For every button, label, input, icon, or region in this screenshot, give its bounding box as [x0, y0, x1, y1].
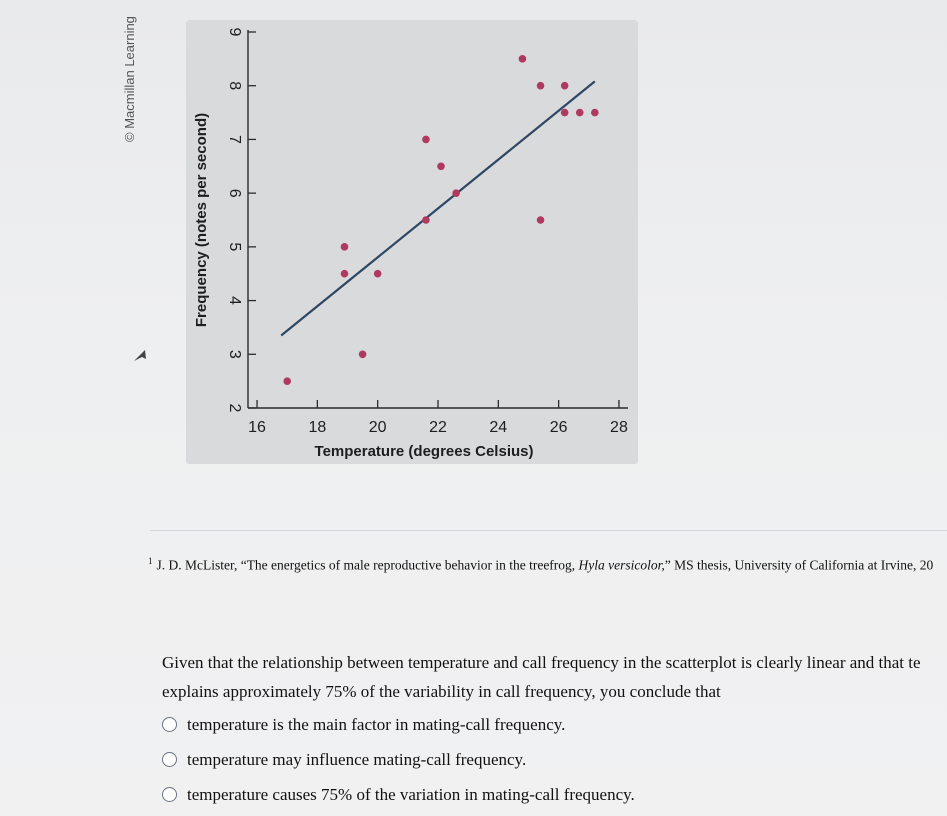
y-tick-label: 2	[226, 403, 243, 413]
option-may-influence[interactable]	[162, 742, 635, 777]
data-point	[283, 377, 291, 385]
y-tick-label: 9	[226, 27, 243, 37]
option-causes-75-percent[interactable]	[162, 777, 635, 812]
option-label: temperature may influence mating-call frequency.	[187, 749, 527, 769]
y-tick-label: 6	[226, 188, 243, 198]
option-main-factor[interactable]	[162, 707, 635, 742]
scatterplot-chart	[186, 20, 638, 464]
footnote-species: Hyla versicolor,	[578, 557, 665, 573]
answer-options	[162, 707, 635, 812]
data-point	[576, 109, 584, 117]
x-tick-label: 16	[248, 419, 266, 436]
data-point	[537, 82, 545, 90]
y-tick-label: 5	[226, 242, 243, 252]
radio-button[interactable]	[162, 752, 177, 767]
plot-background	[186, 20, 638, 464]
data-point	[561, 82, 569, 90]
macmillan-learning-credit: © Macmillan Learning	[122, 16, 137, 142]
question-line-1: Given that the relationship between temperature and call frequency in the scatterplot is clearly linear and that te	[162, 653, 921, 672]
question-line-2: explains approximately 75% of the variability in call frequency, you conclude that	[162, 682, 721, 701]
x-tick-label: 24	[489, 419, 508, 436]
x-tick-label: 22	[429, 419, 447, 436]
option-label: temperature is the main factor in mating-call frequency.	[187, 714, 566, 734]
data-point	[341, 243, 349, 251]
y-tick-label: 8	[226, 81, 243, 91]
data-point	[374, 270, 382, 278]
data-point	[422, 216, 430, 224]
citation-footnote	[148, 556, 933, 574]
option-label: temperature causes 75% of the variation in mating-call frequency.	[187, 784, 635, 804]
x-tick-label: 28	[610, 419, 628, 436]
footnote-text-before: J. D. McLister, “The energetics of male reproductive behavior in the treefrog,	[156, 557, 579, 573]
footnote-marker: 1	[148, 556, 153, 566]
data-point	[561, 109, 569, 117]
data-point	[519, 55, 527, 63]
radio-button[interactable]	[162, 787, 177, 802]
data-point	[422, 136, 430, 144]
y-tick-label: 7	[226, 134, 243, 144]
data-point	[591, 109, 599, 117]
data-point	[537, 216, 545, 224]
radio-button[interactable]	[162, 717, 177, 732]
data-point	[341, 270, 349, 278]
data-point	[452, 189, 460, 197]
y-axis-label: Frequency (notes per second)	[193, 112, 210, 328]
x-tick-label: 26	[549, 419, 568, 436]
data-point	[437, 162, 445, 170]
data-point	[359, 350, 367, 358]
question-text	[162, 648, 947, 706]
section-divider	[150, 530, 947, 531]
x-tick-label: 20	[368, 419, 387, 436]
y-tick-label: 3	[226, 349, 243, 359]
y-tick-label: 4	[226, 296, 243, 306]
x-axis-label: Temperature (degrees Celsius)	[314, 443, 534, 460]
x-tick-label: 18	[308, 419, 327, 436]
footnote-text-after: ” MS thesis, University of California at Irvine, 20	[664, 557, 934, 573]
arrow-cursor-icon	[132, 347, 148, 363]
